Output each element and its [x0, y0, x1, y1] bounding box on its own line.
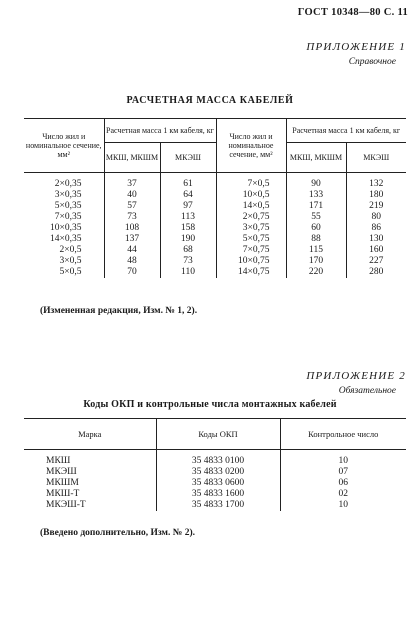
col-mkesh-header: МКЭШ	[160, 143, 216, 173]
okp-table	[24, 418, 406, 511]
col-okp-header: Коды ОКП	[156, 419, 280, 450]
right-mkesh-column: 132 180 219 80 86 130 160 227 280	[346, 173, 406, 279]
col-mkesh-header-right: МКЭШ	[346, 143, 406, 173]
col-check-header: Контрольное число	[280, 419, 406, 450]
page-header: ГОСТ 10348—80 С. 11	[297, 7, 408, 18]
left-size-column: 2×0,35 3×0,35 5×0,35 7×0,35 10×0,35 14×0,35 2×0,5 3×0,5 5×0,5	[50, 179, 82, 277]
col-mksh-header: МКШ, МКШМ	[104, 143, 160, 173]
appendix-1-title: ПРИЛОЖЕНИЕ 1	[306, 41, 406, 53]
mark-column: МКШ МКЭШ МКШМ МКШ-Т МКЭШ-Т	[46, 456, 86, 510]
left-mkesh-column: 61 64 97 113 158 190 68 73 110	[160, 173, 216, 279]
table-1-title: РАСЧЕТНАЯ МАССА КАБЕЛЕЙ	[126, 95, 294, 106]
right-size-column: 7×0,5 10×0,5 14×0,5 2×0,75 3×0,75 5×0,75 7×0,75 10×0,75 14×0,75	[216, 173, 286, 279]
table-1-amendment-note: (Измененная редакция, Изм. № 1, 2).	[40, 306, 198, 316]
col-cores-header: Число жил и номинальное сечение, мм²	[24, 119, 104, 173]
appendix-1-subtitle: Справочное	[348, 57, 396, 67]
check-number-column: 10 07 06 02 10	[280, 450, 406, 512]
table-2-amendment-note: (Введено дополнительно, Изм. № 2).	[40, 528, 195, 538]
mass-table	[24, 118, 406, 278]
right-mksh-column: 90 133 171 55 60 88 115 170 220	[286, 173, 346, 279]
okp-code-column: 35 4833 0100 35 4833 0200 35 4833 0600 35 4833 1600 35 4833 1700	[156, 450, 280, 512]
appendix-2-subtitle: Обязательное	[338, 386, 396, 396]
appendix-2-title: ПРИЛОЖЕНИЕ 2	[306, 370, 406, 382]
left-mksh-column: 37 40 57 73 108 137 44 48 70	[104, 173, 160, 279]
table-2-title: Коды ОКП и контрольные числа монтажных кабелей	[83, 399, 337, 410]
col-cores-header-right: Число жил и номинальное сечение, мм²	[216, 119, 286, 173]
col-mark-header: Марка	[24, 419, 156, 450]
col-mass-header: Расчетная масса 1 км кабеля, кг	[104, 119, 216, 143]
col-mass-header-right: Расчетная масса 1 км кабеля, кг	[286, 119, 406, 143]
col-mksh-header-right: МКШ, МКШМ	[286, 143, 346, 173]
